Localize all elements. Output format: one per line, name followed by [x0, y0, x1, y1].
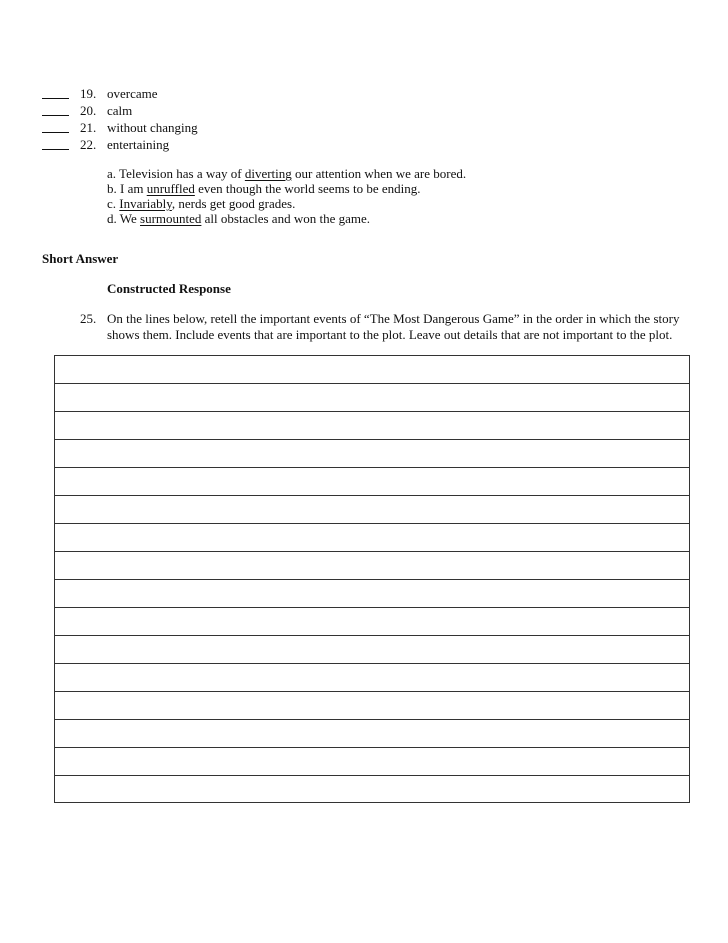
question-text-line-2: shows them. Include events that are important to the plot. Leave out details that are not important to the plot.	[107, 327, 673, 342]
item-text-22: entertaining	[107, 137, 170, 152]
choice-d: d. We surmounted all obstacles and won the game.	[107, 211, 370, 226]
response-line[interactable]	[55, 692, 689, 720]
answer-blank-22[interactable]	[42, 137, 69, 154]
vocab-word: Invariably	[119, 196, 172, 211]
item-number-22: 22.	[80, 137, 97, 152]
response-line[interactable]	[55, 384, 689, 412]
item-number-21: 21.	[80, 120, 97, 135]
response-line[interactable]	[55, 608, 689, 636]
vocab-word: surmounted	[140, 211, 202, 226]
response-line[interactable]	[55, 636, 689, 664]
vocab-word: unruffled	[146, 181, 195, 196]
response-line[interactable]	[55, 748, 689, 776]
response-lines-box[interactable]	[54, 355, 690, 803]
answer-blank-19[interactable]	[42, 86, 69, 103]
item-text-20: calm	[107, 103, 133, 118]
response-line[interactable]	[55, 664, 689, 692]
question-text-line-1: On the lines below, retell the important events of “The Most Dangerous Game” in the order in which the story	[107, 311, 680, 326]
choice-b: b. I am unruffled even though the world seems to be ending.	[107, 181, 421, 196]
response-line[interactable]	[55, 524, 689, 552]
response-line[interactable]	[55, 468, 689, 496]
item-text-19: overcame	[107, 86, 158, 101]
vocab-word: diverting	[244, 166, 292, 181]
response-line[interactable]	[55, 496, 689, 524]
choice-c: c. Invariably, nerds get good grades.	[107, 196, 296, 211]
item-number-19: 19.	[80, 86, 97, 101]
response-line[interactable]	[55, 412, 689, 440]
subheading: Constructed Response	[107, 281, 231, 296]
answer-blank-20[interactable]	[42, 103, 69, 120]
response-line[interactable]	[55, 356, 689, 384]
response-line[interactable]	[55, 776, 689, 804]
item-text-21: without changing	[107, 120, 198, 135]
section-heading: Short Answer	[42, 251, 119, 266]
response-line[interactable]	[55, 720, 689, 748]
response-line[interactable]	[55, 580, 689, 608]
choice-a: a. Television has a way of diverting our attention when we are bored.	[107, 166, 467, 181]
answer-blank-21[interactable]	[42, 120, 69, 137]
response-line[interactable]	[55, 440, 689, 468]
question-number-25: 25.	[80, 311, 97, 326]
response-line[interactable]	[55, 552, 689, 580]
item-number-20: 20.	[80, 103, 97, 118]
